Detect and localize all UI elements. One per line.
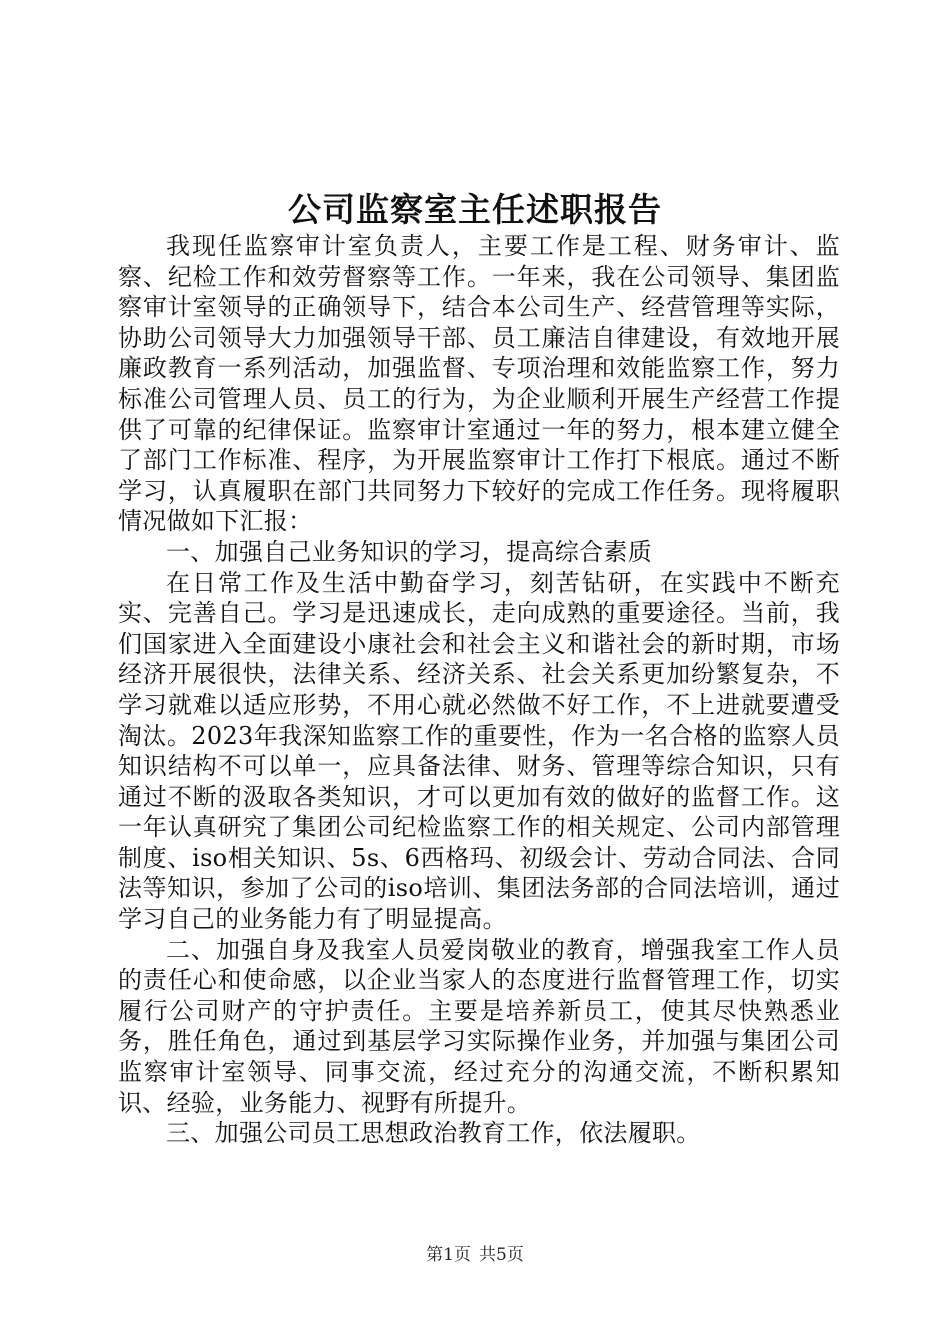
paragraph-section-2: 二、加强自身及我室人员爱岗敬业的教育，增强我室工作人员的责任心和使命感，以企业当家人的态度进行监督管理工作，切实履行公司财产的守护责任。主要是培养新员工，使其尽快熟悉业务，胜任角色，通过到基层学习实际操作业务，并加强与集团公司监察审计室领导、同事交流，经过充分的沟通交流，不断积累知识、经验，业务能力、视野有所提升。 xyxy=(118,935,840,1117)
page-footer xyxy=(0,1243,950,1267)
page-total: 共5页 xyxy=(479,1245,524,1265)
page-number: 第1页 xyxy=(426,1245,471,1265)
document-title: 公司监察室主任述职报告 xyxy=(288,190,662,229)
section-heading-3: 三、加强公司员工思想政治教育工作，依法履职。 xyxy=(166,1119,701,1148)
paragraph-section-1: 在日常工作及生活中勤奋学习，刻苦钻研，在实践中不断充实、完善自己。学习是迅速成长，走向成熟的重要途径。当前，我们国家进入全面建设小康社会和社会主义和谐社会的新时期，市场经济开展很快，法律关系、经济关系、社会关系更加纷繁复杂，不学习就难以适应形势，不用心就必然做不好工作，不上进就要遭受淘汰。2023年我深知监察工作的重要性，作为一名合格的监察人员知识结构不可以单一，应具备法律、财务、管理等综合知识，只有通过不断的汲取各类知识，才可以更加有效的做好的监督工作。这一年认真研究了集团公司纪检监察工作的相关规定、公司内部管理制度、iso相关知识、5s、6西格玛、初级会计、劳动合同法、合同法等知识，参加了公司的iso培训、集团法务部的合同法培训，通过学习自己的业务能力有了明显提高。 xyxy=(118,568,840,934)
section-heading-1: 一、加强自己业务知识的学习，提高综合素质 xyxy=(166,537,652,566)
paragraph-intro: 我现任监察审计室负责人，主要工作是工程、财务审计、监察、纪检工作和效劳督察等工作。一年来，我在公司领导、集团监察审计室领导的正确领导下，结合本公司生产、经营管理等实际，协助公司领导大力加强领导干部、员工廉洁自律建设，有效地开展廉政教育一系列活动，加强监督、专项治理和效能监察工作，努力标准公司管理人员、员工的行为，为企业顺利开展生产经营工作提供了可靠的纪律保证。监察审计室通过一年的努力，根本建立健全了部门工作标准、程序，为开展监察审计工作打下根底。通过不断学习，认真履职在部门共同努力下较好的完成工作任务。现将履职情况做如下汇报： xyxy=(118,232,840,536)
document-body xyxy=(118,231,840,1149)
